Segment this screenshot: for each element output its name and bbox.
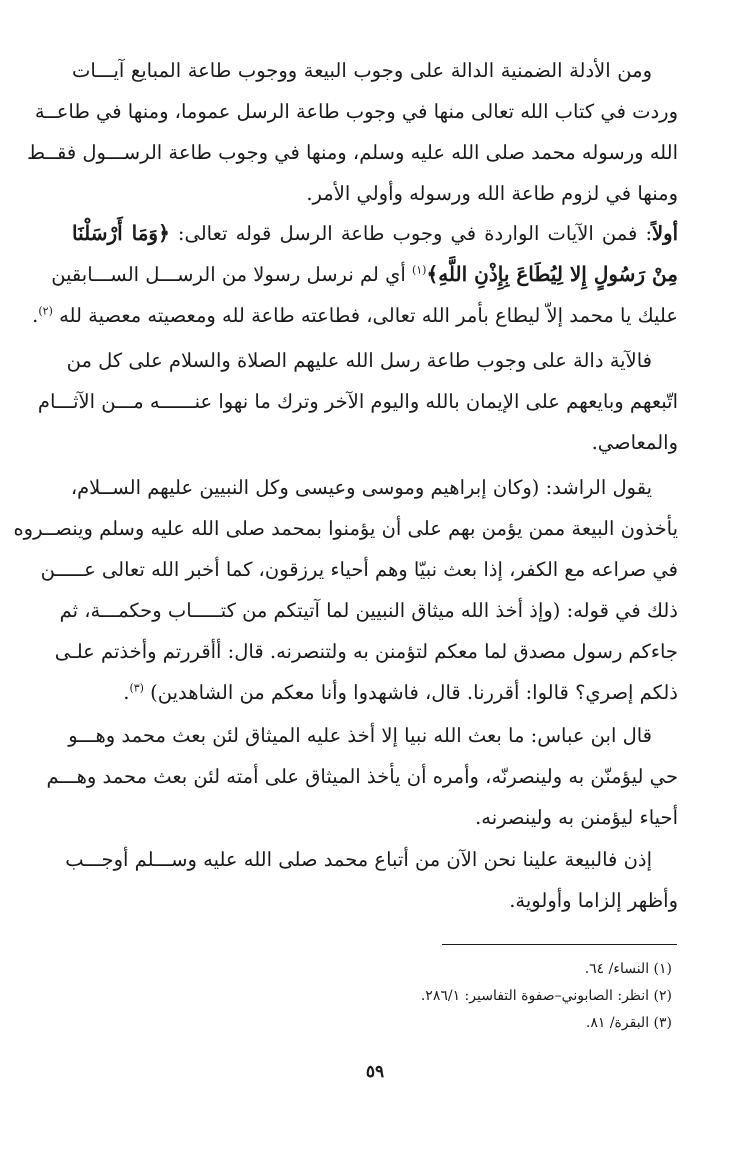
text-line	[32, 295, 678, 336]
footnote: (٢) انظر: الصابوني–صفوة التفاسير: ٢٨٦/١.	[420, 988, 672, 1004]
text-line: وأظهر إلزاما وأولوية.	[509, 889, 678, 912]
text-run: .	[32, 304, 39, 327]
text-line: فالآية دالة على وجوب طاعة رسل الله عليهم الصلاة والسلام على كل من	[66, 349, 652, 372]
page-number: ٥٩	[365, 1062, 385, 1082]
quran-verse: مِنْ رَسُولٍ إِلا لِيُطَاعَ بِإِذْنِ اللَّهِ﴾	[426, 262, 678, 286]
text-run: ذلكم إصري؟ قالوا: أقررنا. قال، فاشهدوا وأنا معكم من الشاهدين)	[150, 681, 678, 704]
footnote: (٣) البقرة/ ٨١.	[585, 1015, 672, 1031]
text-line: والمعاصي.	[591, 431, 678, 454]
text-line: ومنها في لزوم طاعة الله ورسوله وأولي الأمر.	[306, 182, 678, 205]
text-line: ومن الأدلة الضمنية الدالة على وجوب البيعة ووجوب طاعة المبايع آيـــات	[72, 59, 652, 82]
paragraph-6	[65, 839, 678, 921]
paragraph-5	[46, 715, 678, 838]
quran-verse: ﴿وَمَا أَرْسَلْنَا	[72, 221, 170, 245]
text-line: إذن فالبيعة علينا نحن الآن من أتباع محمد صلى الله عليه وســـلم أوجـــب	[65, 848, 652, 871]
text-run: عليك يا محمد إلاّ ليطاع بأمر الله تعالى، فطاعته طاعة لله ومعصيته معصية لله	[59, 304, 678, 327]
paragraph-3	[37, 340, 678, 463]
text-line: يقول الراشد: (وكان إبراهيم وموسى وعيسى وكل النبيين عليهم الســلام،	[70, 476, 652, 499]
text-line: جاءكم رسول مصدق لما معكم لتؤمنن به ولتنصرنه. قال: أأقررتم وأخذتم علـى	[54, 640, 678, 663]
text-line: وردت في كتاب الله تعالى منها في وجوب طاعة الرسل عموما، ومنها في طاعــة	[34, 100, 678, 123]
footnote-ref: (٢)	[38, 304, 53, 318]
footnote-ref: (١)	[411, 263, 427, 277]
paragraph-4	[13, 467, 678, 713]
text-line	[51, 254, 678, 295]
text-line: قال ابن عباس: ما بعث الله نبيا إلا أخذ عليه الميثاق لئن بعث محمد وهـــو	[68, 724, 652, 747]
footnote: (١) النساء/ ٦٤.	[584, 961, 672, 977]
footnotes	[78, 956, 672, 1037]
text-line: ذلك في قوله: (وإذ أخذ الله ميثاق النبيين لما آتيتكم من كتـــــاب وحكمـــة، ثم	[59, 599, 678, 622]
text-line: حي ليؤمنّن به ولينصرنّه، وأمره أن يأخذ الميثاق على أمته لئن بعث محمد وهـــم	[46, 765, 678, 788]
text-line	[72, 672, 678, 713]
footnote-divider	[442, 944, 677, 945]
text-run: : فمن الآيات الواردة في وجوب طاعة الرسل قوله تعالى:	[177, 222, 653, 245]
first-label: أولاً	[652, 222, 678, 245]
text-line	[72, 213, 678, 254]
text-line: يأخذون البيعة ممن يؤمن بهم على أن يؤمنوا بمحمد صلى الله عليه وسلم وينصــروه	[13, 517, 678, 540]
text-line: الله ورسوله محمد صلى الله عليه وسلم، ومنها في وجوب طاعة الرســـول فقــط	[27, 141, 678, 164]
text-line: أحياء ليؤمنن به ولينصرنه.	[475, 806, 678, 829]
text-line: اتّبعهم وبايعهم على الإيمان بالله واليوم الآخر وترك ما نهوا عنــــــه مـــن الآثـــام	[37, 390, 678, 413]
text-line: في صراعه مع الكفر، إذا بعث نبيّا وهم أحياء يرزقون، كما أخبر الله تعالى عـــــن	[40, 558, 678, 581]
text-run: أي لم نرسل رسولا من الرســـل الســـابقين	[51, 263, 406, 286]
paragraph-1	[27, 50, 678, 214]
text-run: .	[123, 681, 130, 704]
paragraph-2	[32, 213, 678, 336]
footnote-ref: (٣)	[129, 681, 144, 695]
